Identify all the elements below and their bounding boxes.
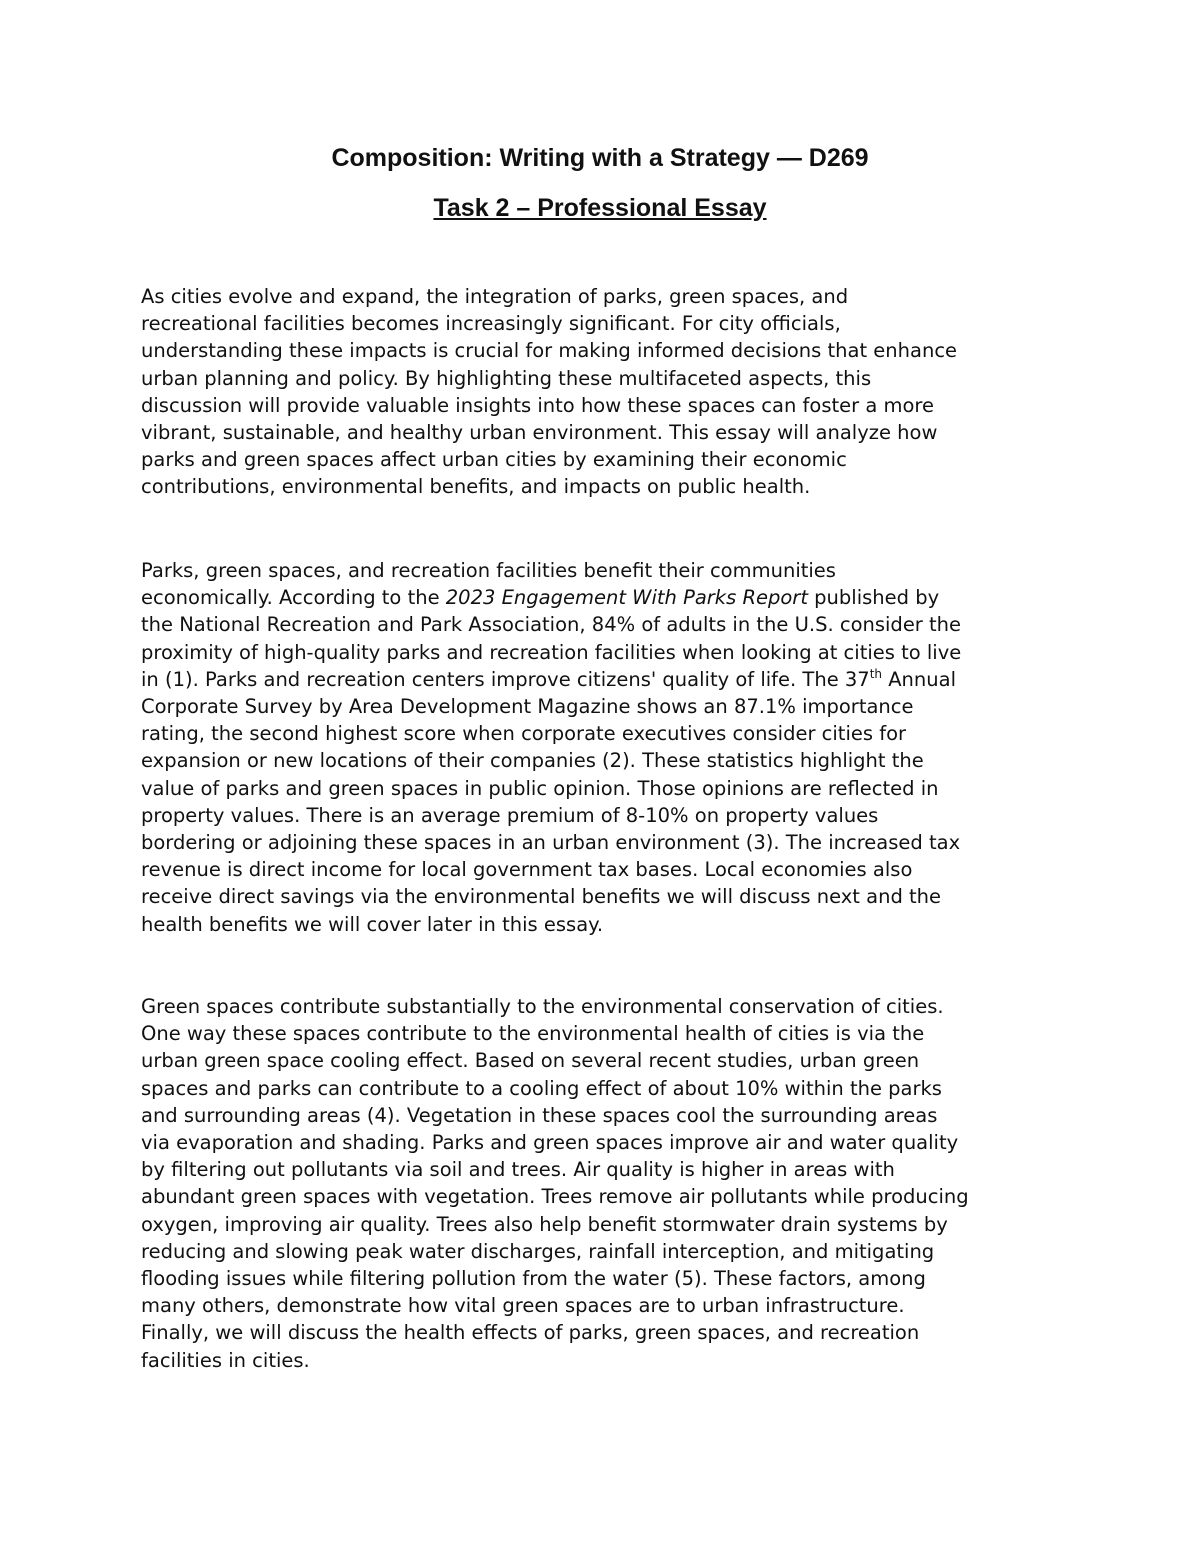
paragraph-line: the National Recreation and Park Association, 84% of adults in the U.S. consider the bbox=[141, 613, 962, 637]
document-title: Composition: Writing with a Strategy — D269 bbox=[331, 144, 869, 172]
paragraph-line: property values. There is an average premium of 8-10% on property values bbox=[141, 803, 879, 827]
paragraph-line: many others, demonstrate how vital green spaces are to urban infrastructure. bbox=[141, 1294, 905, 1318]
paragraph-line: spaces and parks can contribute to a cooling effect of about 10% within the parks bbox=[141, 1076, 942, 1100]
paragraph-line bbox=[141, 584, 1081, 611]
paragraph-environmental bbox=[141, 993, 1081, 1374]
paragraph-line: One way these spaces contribute to the environmental health of cities is via the bbox=[141, 1022, 925, 1046]
paragraph-line: rating, the second highest score when corporate executives consider cities for bbox=[141, 722, 907, 746]
paragraph-line: urban planning and policy. By highlighting these multifaceted aspects, this bbox=[141, 366, 872, 390]
paragraph-line: expansion or new locations of their companies (2). These statistics highlight the bbox=[141, 749, 924, 773]
paragraph-economic bbox=[141, 557, 1081, 938]
paragraph-line: receive direct savings via the environmental benefits we will discuss next and the bbox=[141, 885, 942, 909]
document-subtitle: Task 2 – Professional Essay bbox=[433, 194, 767, 222]
paragraph-line: via evaporation and shading. Parks and green spaces improve air and water quality bbox=[141, 1131, 959, 1155]
report-title-italic: 2023 Engagement With Parks Report bbox=[445, 586, 808, 610]
paragraph-line: understanding these impacts is crucial for making informed decisions that enhance bbox=[141, 339, 958, 363]
paragraph-line: facilities in cities. bbox=[141, 1348, 310, 1372]
paragraph-line: parks and green spaces affect urban cities by examining their economic bbox=[141, 448, 847, 472]
paragraph-line: As cities evolve and expand, the integration of parks, green spaces, and bbox=[141, 285, 849, 308]
paragraph-line: vibrant, sustainable, and healthy urban environment. This essay will analyze how bbox=[141, 421, 938, 445]
paragraph-line: Parks, green spaces, and recreation facilities benefit their communities bbox=[141, 559, 836, 582]
paragraph-line bbox=[141, 666, 1081, 693]
text-segment: economically. According to the bbox=[141, 586, 446, 610]
text-segment: Annual bbox=[882, 667, 956, 691]
paragraph-line: Corporate Survey by Area Development Magazine shows an 87.1% importance bbox=[141, 695, 914, 719]
paragraph-line: oxygen, improving air quality. Trees also help benefit stormwater drain systems by bbox=[141, 1212, 948, 1236]
paragraph-line: proximity of high-quality parks and recreation facilities when looking at cities to live bbox=[141, 640, 962, 664]
paragraph-line: Finally, we will discuss the health effects of parks, green spaces, and recreation bbox=[141, 1321, 920, 1345]
ordinal-superscript: th bbox=[869, 666, 883, 681]
paragraph-line: health benefits we will cover later in this essay. bbox=[141, 912, 604, 936]
paragraph-line: abundant green spaces with vegetation. Trees remove air pollutants while producing bbox=[141, 1185, 969, 1209]
paragraph-line: Green spaces contribute substantially to the environmental conservation of cities. bbox=[141, 995, 944, 1018]
paragraph-line: revenue is direct income for local government tax bases. Local economies also bbox=[141, 858, 913, 882]
paragraph-line: flooding issues while filtering pollution from the water (5). These factors, among bbox=[141, 1267, 926, 1291]
paragraph-line: and surrounding areas (4). Vegetation in these spaces cool the surrounding areas bbox=[141, 1103, 938, 1127]
paragraph-line: recreational facilities becomes increasingly significant. For city officials, bbox=[141, 312, 841, 336]
paragraph-line: value of parks and green spaces in public opinion. Those opinions are reflected in bbox=[141, 776, 939, 800]
paragraph-line: discussion will provide valuable insights into how these spaces can foster a more bbox=[141, 393, 934, 417]
paragraph-line: reducing and slowing peak water discharges, rainfall interception, and mitigating bbox=[141, 1239, 935, 1263]
text-segment: in (1). Parks and recreation centers improve citizens' quality of life. The 37 bbox=[141, 667, 870, 691]
paragraph-line: by filtering out pollutants via soil and trees. Air quality is higher in areas with bbox=[141, 1158, 895, 1182]
paragraph-line: contributions, environmental benefits, and impacts on public health. bbox=[141, 475, 811, 499]
paragraph-line: urban green space cooling effect. Based on several recent studies, urban green bbox=[141, 1049, 920, 1073]
paragraph-line: bordering or adjoining these spaces in an urban environment (3). The increased tax bbox=[141, 831, 961, 855]
paragraph-introduction bbox=[141, 283, 1081, 501]
text-segment: published by bbox=[807, 586, 940, 610]
